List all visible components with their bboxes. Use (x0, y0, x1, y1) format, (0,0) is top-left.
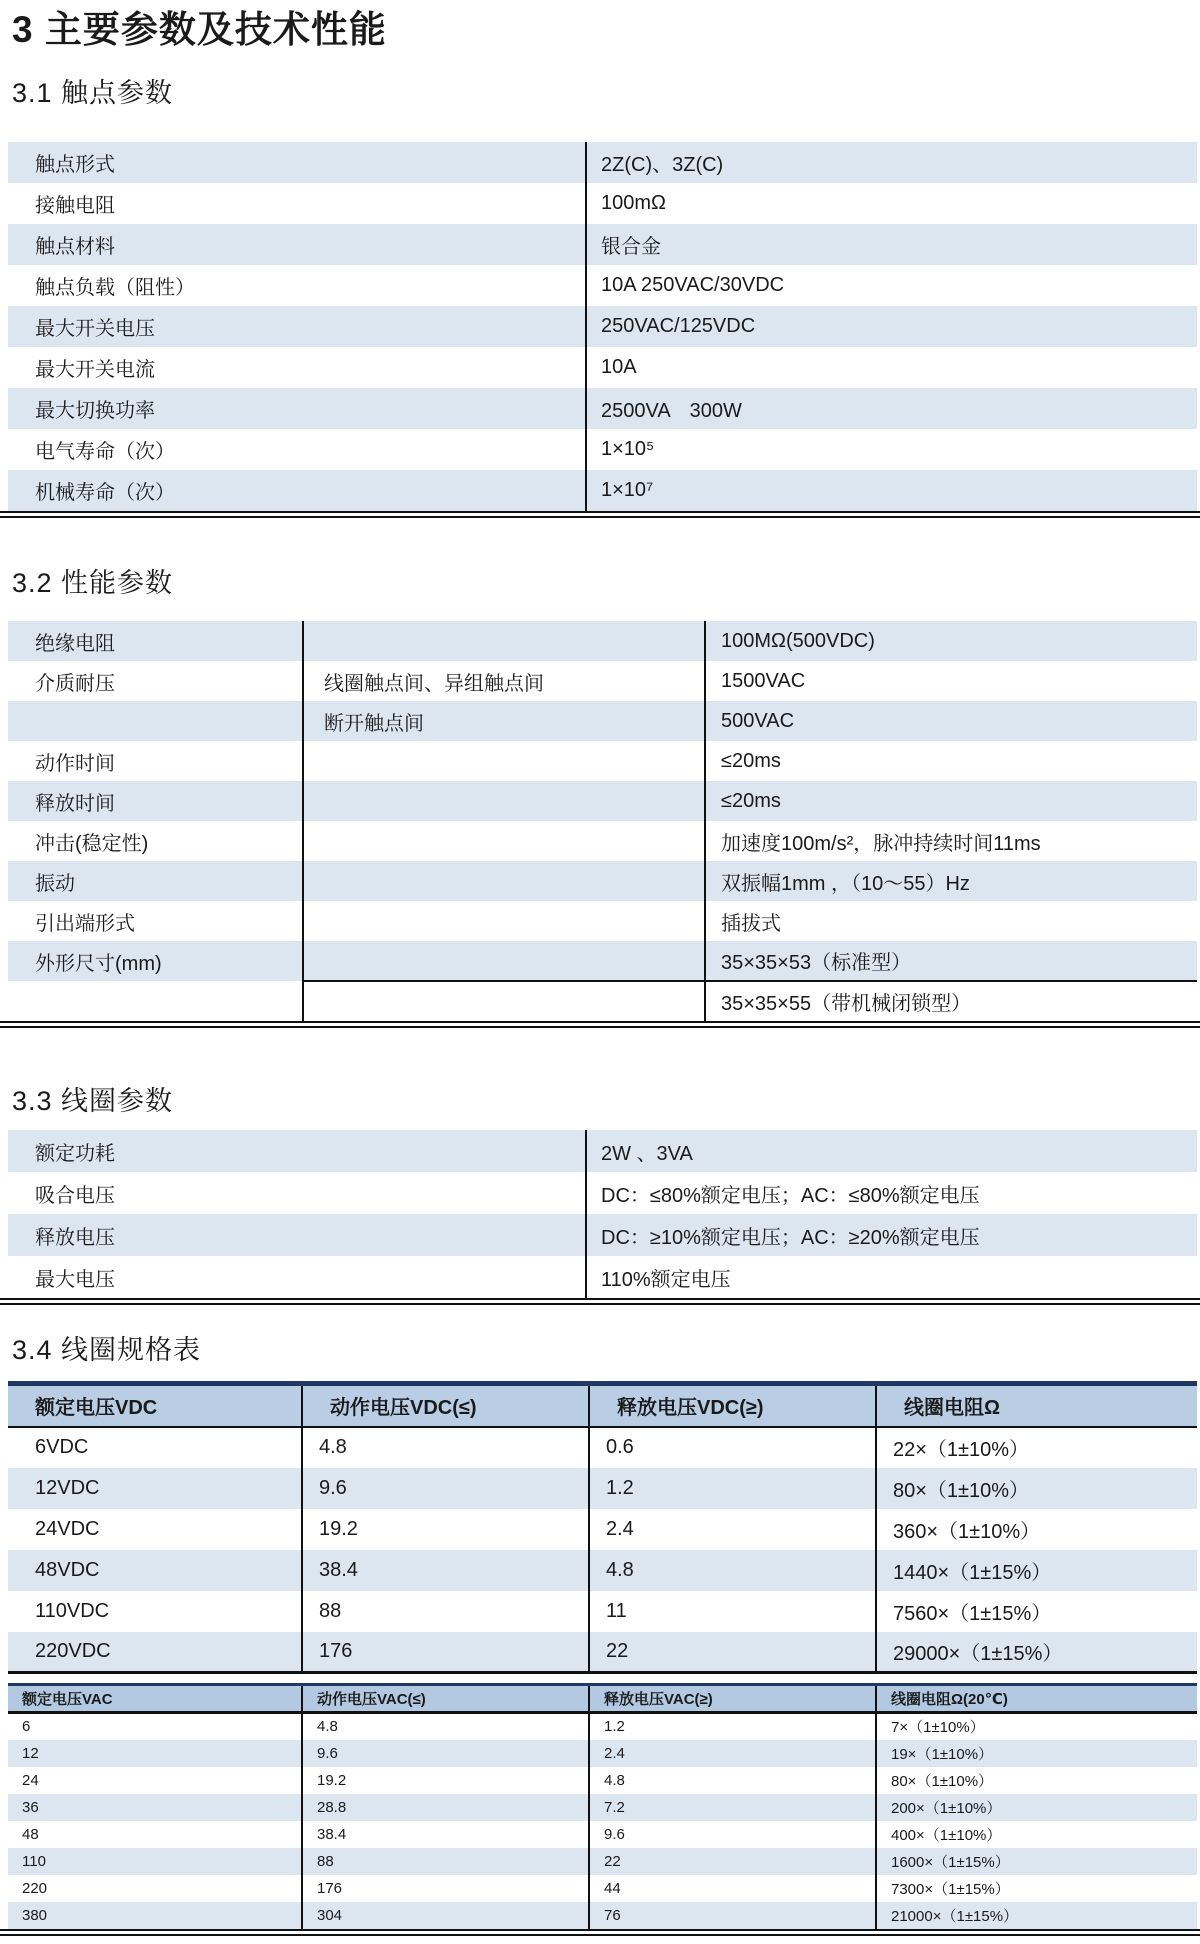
rated-voltage-cell: 110VDC (35, 1599, 110, 1622)
column-header: 释放电压VDC(≥) (589, 1384, 876, 1427)
release-voltage-cell: 44 (589, 1875, 876, 1902)
table-row (8, 741, 1197, 781)
table-row (8, 1591, 1197, 1632)
rated-voltage-cell: 380 (22, 1906, 48, 1924)
release-voltage-cell: 22 (589, 1848, 876, 1875)
table-row (8, 265, 1197, 306)
param-value-cell: 2W 、3VA (586, 1130, 1197, 1172)
coil-resistance-cell: 400×（1±10%） (876, 1821, 1197, 1848)
param-label-cell: 释放电压 (35, 1226, 115, 1249)
action-voltage-cell: 38.4 (302, 1821, 589, 1848)
table-row (8, 1468, 1197, 1509)
param-label-cell: 触点负载（阻性） (35, 277, 195, 299)
table-row (8, 1713, 1197, 1740)
param-value-cell: 1500VAC (705, 661, 1197, 701)
release-voltage-cell: 76 (589, 1902, 876, 1929)
param-value-cell: 加速度100m/s²，脉冲持续时间11ms (705, 821, 1197, 861)
param-label-cell: 最大开关电压 (35, 318, 155, 340)
param-condition-cell (303, 981, 705, 1021)
coil-resistance-cell: 200×（1±10%） (876, 1794, 1197, 1821)
section-3-3-title: 3.3 线圈参数 (12, 1086, 174, 1116)
table-row (8, 861, 1197, 901)
action-voltage-cell: 9.6 (302, 1468, 589, 1509)
table-bottom-double-rule (0, 511, 1200, 518)
param-value-cell: DC：≥10%额定电压；AC：≥20%额定电压 (586, 1214, 1197, 1256)
action-voltage-cell: 176 (302, 1632, 589, 1673)
param-label-cell: 额定功耗 (35, 1142, 115, 1165)
param-value-cell: 35×35×53（标准型） (705, 941, 1197, 981)
param-value-cell: 双振幅1mm ，（10～55）Hz (705, 861, 1197, 901)
param-value-cell: 110%额定电压 (586, 1256, 1197, 1298)
param-label-cell: 触点材料 (35, 236, 115, 258)
action-voltage-cell: 19.2 (302, 1509, 589, 1550)
performance-parameters-table (8, 621, 1197, 1021)
column-header: 释放电压VAC(≥) (589, 1685, 876, 1713)
table-row (8, 1767, 1197, 1794)
table-row (8, 183, 1197, 224)
param-label-cell (8, 981, 303, 1021)
column-header: 动作电压VDC(≤) (302, 1384, 589, 1427)
section-3-2-title: 3.2 性能参数 (12, 568, 174, 598)
table-row (8, 1794, 1197, 1821)
rated-voltage-cell: 24 (22, 1771, 39, 1789)
section-3-4-title: 3.4 线圈规格表 (12, 1335, 202, 1365)
param-condition-cell (303, 781, 705, 821)
table-row (8, 1550, 1197, 1591)
action-voltage-cell: 88 (302, 1848, 589, 1875)
coil-resistance-cell: 29000×（1±15%） (876, 1632, 1197, 1673)
param-value-cell: 1×10⁵ (586, 429, 1197, 470)
column-header: 额定电压VAC (8, 1685, 302, 1713)
table-row (8, 347, 1197, 388)
param-label-cell: 引出端形式 (35, 912, 135, 935)
action-voltage-cell: 38.4 (302, 1550, 589, 1591)
rated-voltage-cell: 48VDC (35, 1558, 100, 1581)
param-label-cell: 振动 (35, 872, 75, 895)
table-row (8, 429, 1197, 470)
coil-resistance-cell: 7300×（1±15%） (876, 1875, 1197, 1902)
action-voltage-cell: 4.8 (302, 1713, 589, 1740)
release-voltage-cell: 2.4 (589, 1509, 876, 1550)
table-row (8, 1875, 1197, 1902)
param-label-cell: 触点形式 (35, 154, 115, 176)
table-row (8, 1632, 1197, 1673)
param-condition-cell (303, 741, 705, 781)
param-label-cell: 机械寿命（次） (35, 482, 175, 504)
param-value-cell: 35×35×55（带机械闭锁型） (705, 981, 1197, 1021)
table-bottom-double-rule (0, 1929, 1200, 1936)
param-condition-cell (303, 941, 705, 981)
table-row (8, 1172, 1197, 1214)
param-label-cell: 动作时间 (35, 752, 115, 775)
param-label-cell: 介质耐压 (35, 672, 115, 695)
rated-voltage-cell: 48 (22, 1825, 39, 1843)
param-label-cell: 最大开关电流 (35, 359, 155, 381)
param-condition-cell (303, 821, 705, 861)
table-row (8, 1214, 1197, 1256)
param-value-cell: ≤20ms (705, 781, 1197, 821)
coil-spec-vac-table (8, 1683, 1197, 1929)
coil-resistance-cell: 360×（1±10%） (876, 1509, 1197, 1550)
param-value-cell: ≤20ms (705, 741, 1197, 781)
release-voltage-cell: 7.2 (589, 1794, 876, 1821)
table-row (8, 1256, 1197, 1298)
param-label-cell: 释放时间 (35, 792, 115, 815)
coil-resistance-cell: 7560×（1±15%） (876, 1591, 1197, 1632)
table-row (8, 1821, 1197, 1848)
table-header-row (8, 1384, 1197, 1427)
param-label-cell: 冲击(稳定性) (35, 832, 149, 855)
table-row (8, 901, 1197, 941)
column-header: 线圈电阻Ω(20℃) (876, 1685, 1197, 1713)
action-voltage-cell: 19.2 (302, 1767, 589, 1794)
table-row (8, 621, 1197, 661)
table-row (8, 941, 1197, 981)
param-condition-cell: 断开触点间 (303, 701, 705, 741)
release-voltage-cell: 2.4 (589, 1740, 876, 1767)
param-label-cell: 吸合电压 (35, 1184, 115, 1207)
column-header: 动作电压VAC(≤) (302, 1685, 589, 1713)
coil-resistance-cell: 19×（1±10%） (876, 1740, 1197, 1767)
coil-resistance-cell: 1600×（1±15%） (876, 1848, 1197, 1875)
table-header-row (8, 1685, 1197, 1713)
rated-voltage-cell: 220 (22, 1879, 48, 1897)
coil-resistance-cell: 21000×（1±15%） (876, 1902, 1197, 1929)
table-bottom-double-rule (0, 1298, 1200, 1305)
table-row (8, 981, 1197, 1021)
release-voltage-cell: 4.8 (589, 1767, 876, 1794)
param-value-cell: 100mΩ (586, 183, 1197, 224)
table-row (8, 781, 1197, 821)
param-value-cell: 250VAC/125VDC (586, 306, 1197, 347)
contact-parameters-table (8, 142, 1197, 511)
param-value-cell: 10A 250VAC/30VDC (586, 265, 1197, 306)
table-row (8, 661, 1197, 701)
release-voltage-cell: 11 (589, 1591, 876, 1632)
coil-resistance-cell: 22×（1±10%） (876, 1427, 1197, 1468)
page-title: 3 主要参数及技术性能 (12, 9, 387, 50)
release-voltage-cell: 1.2 (589, 1468, 876, 1509)
table-row (8, 306, 1197, 347)
param-value-cell: 插拔式 (705, 901, 1197, 941)
param-value-cell: 银合金 (586, 224, 1197, 265)
param-value-cell: 10A (586, 347, 1197, 388)
param-condition-cell (303, 861, 705, 901)
table-row (8, 821, 1197, 861)
coil-parameters-table (8, 1130, 1197, 1298)
coil-spec-vdc-table (8, 1381, 1197, 1674)
table-row (8, 701, 1197, 741)
rated-voltage-cell: 220VDC (35, 1639, 111, 1662)
param-condition-cell (303, 901, 705, 941)
release-voltage-cell: 22 (589, 1632, 876, 1673)
action-voltage-cell: 9.6 (302, 1740, 589, 1767)
table-row (8, 224, 1197, 265)
rated-voltage-cell: 12 (22, 1744, 39, 1762)
param-label-cell: 外形尺寸(mm) (35, 952, 162, 975)
param-label-cell: 接触电阻 (35, 195, 115, 217)
action-voltage-cell: 176 (302, 1875, 589, 1902)
coil-resistance-cell: 1440×（1±15%） (876, 1550, 1197, 1591)
rated-voltage-cell: 12VDC (35, 1476, 100, 1499)
param-label-cell: 绝缘电阻 (35, 632, 115, 655)
rated-voltage-cell: 36 (22, 1798, 39, 1816)
param-label-cell: 最大切换功率 (35, 400, 155, 422)
param-value-cell: 2Z(C)、3Z(C) (586, 142, 1197, 183)
param-value-cell: 2500VA 300W (586, 388, 1197, 429)
action-voltage-cell: 28.8 (302, 1794, 589, 1821)
coil-resistance-cell: 7×（1±10%） (876, 1713, 1197, 1740)
param-value-cell: 100MΩ(500VDC) (705, 621, 1197, 661)
table-row (8, 470, 1197, 511)
coil-resistance-cell: 80×（1±10%） (876, 1767, 1197, 1794)
param-condition-cell: 线圈触点间、异组触点间 (303, 661, 705, 701)
table-row (8, 1902, 1197, 1929)
release-voltage-cell: 0.6 (589, 1427, 876, 1468)
table-row (8, 1740, 1197, 1767)
column-header: 额定电压VDC (8, 1384, 302, 1427)
action-voltage-cell: 4.8 (302, 1427, 589, 1468)
param-label-cell: 最大电压 (35, 1268, 115, 1291)
param-label-cell: 电气寿命（次） (35, 441, 175, 463)
table-bottom-double-rule (0, 1021, 1200, 1028)
rated-voltage-cell: 110 (22, 1852, 46, 1870)
datasheet-page (0, 8, 1200, 1936)
section-3-1-title: 3.1 触点参数 (12, 78, 174, 108)
table-row (8, 1848, 1197, 1875)
coil-resistance-cell: 80×（1±10%） (876, 1468, 1197, 1509)
release-voltage-cell: 4.8 (589, 1550, 876, 1591)
release-voltage-cell: 1.2 (589, 1713, 876, 1740)
table-row (8, 388, 1197, 429)
table-row (8, 1130, 1197, 1172)
rated-voltage-cell: 6 (22, 1718, 31, 1736)
column-header: 线圈电阻Ω (876, 1384, 1197, 1427)
action-voltage-cell: 88 (302, 1591, 589, 1632)
table-row (8, 142, 1197, 183)
param-label-cell (8, 701, 303, 741)
rated-voltage-cell: 6VDC (35, 1436, 89, 1458)
param-value-cell: 1×10⁷ (586, 470, 1197, 511)
table-row (8, 1509, 1197, 1550)
table-row (8, 1427, 1197, 1468)
param-value-cell: 500VAC (705, 701, 1197, 741)
param-condition-cell (303, 621, 705, 661)
rated-voltage-cell: 24VDC (35, 1517, 100, 1540)
action-voltage-cell: 304 (302, 1902, 589, 1929)
param-value-cell: DC：≤80%额定电压；AC：≤80%额定电压 (586, 1172, 1197, 1214)
release-voltage-cell: 9.6 (589, 1821, 876, 1848)
